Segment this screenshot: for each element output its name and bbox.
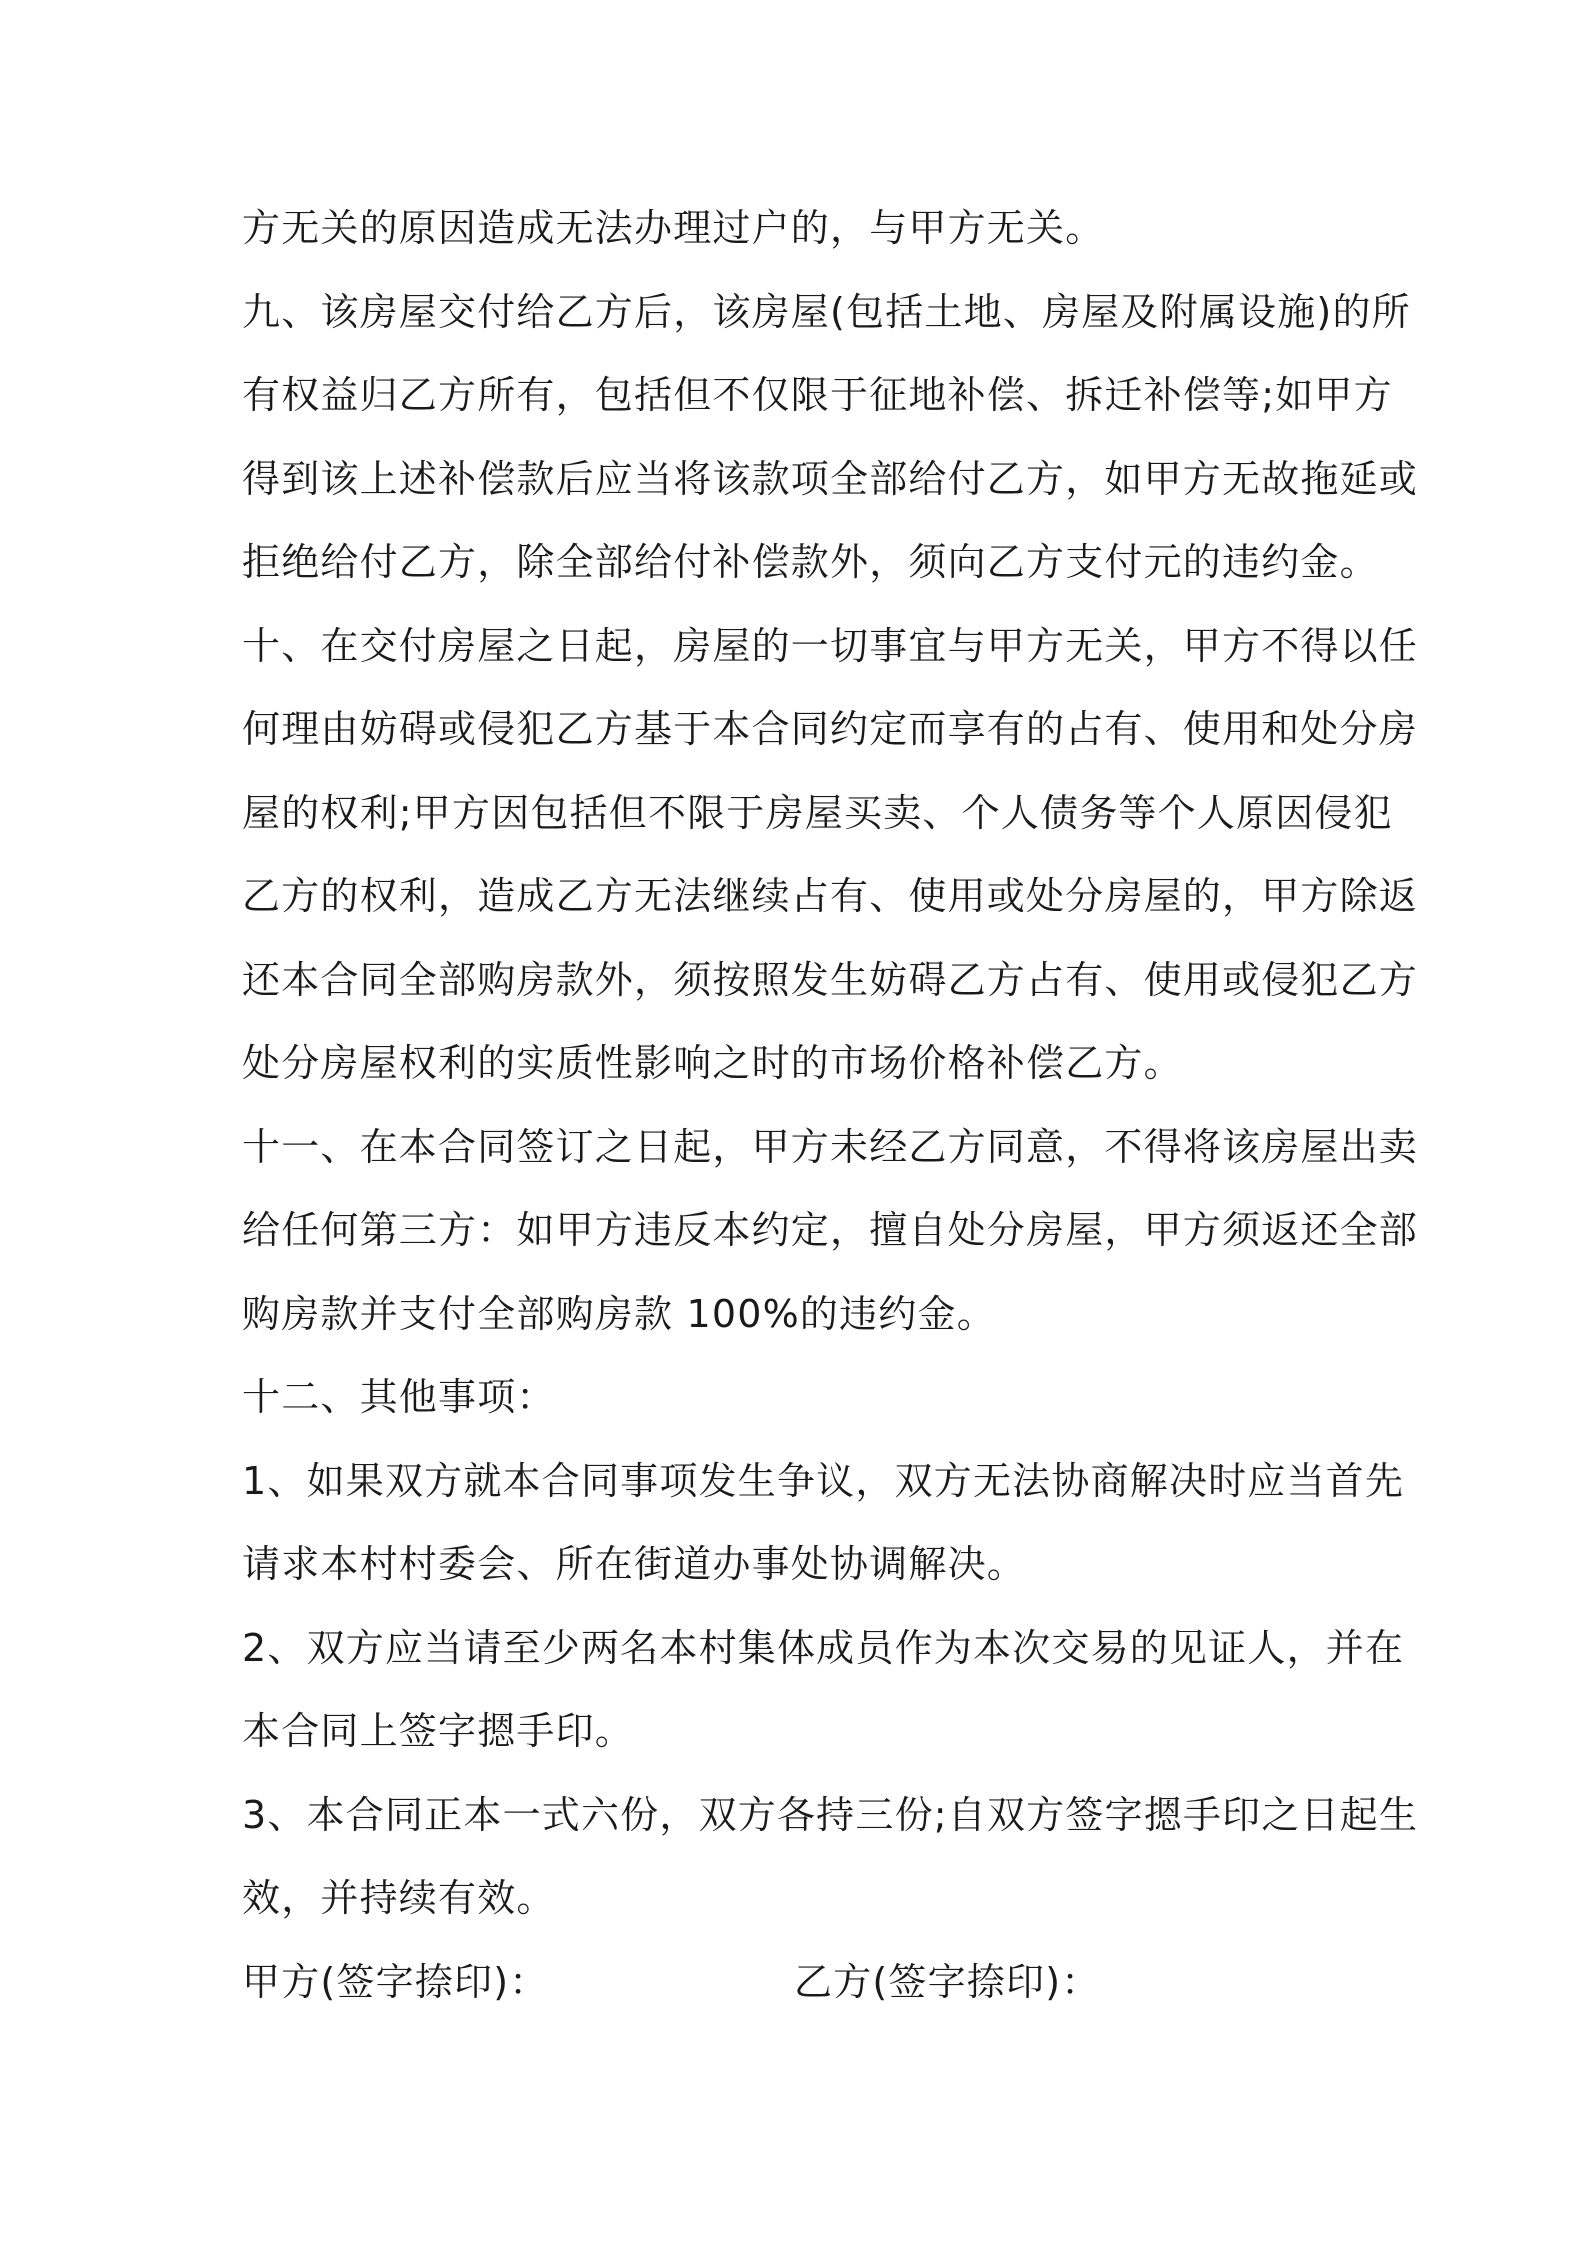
text-line: 何理由妨碍或侵犯乙方基于本合同约定而享有的占有、使用和处分房	[242, 707, 1419, 751]
text-line: 屋的权利;甲方因包括但不限于房屋买卖、个人债务等个人原因侵犯	[242, 790, 1393, 835]
contract-body	[242, 196, 1419, 1950]
text-line: 本合同上签字摁手印。	[242, 1709, 635, 1753]
text-line: 处分房屋权利的实质性影响之时的市场价格补偿乙方。	[242, 1041, 1183, 1085]
text-line: 给任何第三方：如甲方违反本约定，擅自处分房屋，甲方须返还全部	[242, 1208, 1419, 1252]
text-line: 还本合同全部购房款外，须按照发生妨碍乙方占有、使用或侵犯乙方	[242, 957, 1419, 1002]
text-line: 方无关的原因造成无法办理过户的，与甲方无关。	[242, 206, 1105, 250]
clause-9-line-1: 九、该房屋交付给乙方后，该房屋(包括土地、房屋及附属设施)的所	[242, 289, 1411, 334]
clause-11-line-1: 十一、在本合同签订之日起，甲方未经乙方同意，不得将该房屋出卖	[242, 1124, 1419, 1169]
party-b-signature-label: 乙方(签字捺印)：	[794, 1960, 1101, 2004]
clause-10-line-1: 十、在交付房屋之日起，房屋的一切事宜与甲方无关，甲方不得以任	[242, 623, 1419, 668]
text-line: 乙方的权利，造成乙方无法继续占有、使用或处分房屋的，甲方除返	[242, 874, 1419, 918]
text-line: 有权益归乙方所有，包括但不仅限于征地补偿、拆迁补偿等;如甲方	[242, 373, 1393, 417]
item-3-line-1: 3、本合同正本一式六份，双方各持三份;自双方签字摁手印之日起生	[242, 1792, 1419, 1837]
text-line: 拒绝给付乙方，除全部给付补偿款外，须向乙方支付元的违约金。	[242, 540, 1379, 584]
party-a-signature-label: 甲方(签字捺印)：	[242, 1960, 549, 2004]
text-line: 请求本村村委会、所在街道办事处协调解决。	[242, 1542, 1027, 1586]
clause-12-heading: 十二、其他事项：	[242, 1375, 556, 1419]
item-1-line-1: 1、如果双方就本合同事项发生争议，双方无法协商解决时应当首先	[242, 1458, 1405, 1503]
text-line: 效，并持续有效。	[242, 1876, 556, 1920]
item-2-line-1: 2、双方应当请至少两名本村集体成员作为本次交易的见证人，并在	[242, 1625, 1405, 1670]
signature-row	[242, 1950, 1352, 2014]
text-line: 购房款并支付全部购房款 100%的违约金。	[242, 1291, 996, 1336]
text-line: 得到该上述补偿款后应当将该款项全部给付乙方，如甲方无故拖延或	[242, 456, 1419, 501]
